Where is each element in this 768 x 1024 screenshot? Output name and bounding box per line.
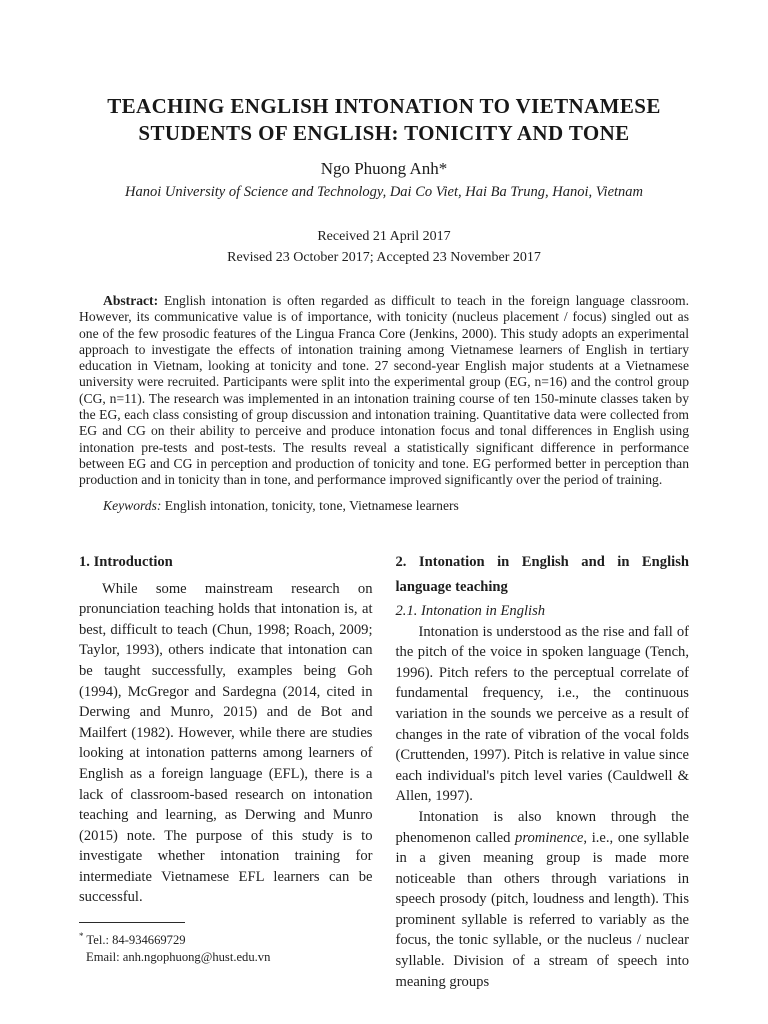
received-date: Received 21 April 2017 bbox=[317, 229, 451, 244]
abstract-text: English intonation is often regarded as difficult to teach in the foreign language classroom. However, its communicative value is of importance, with tonicity (nucleus placement / focus) singled out as one of the few prosodic features of the Lingua Franca Core (Jenkins, 2000). This study adopts an experimental approach to investigate the effects of intonation training among Vietnamese learners of English in tertiary education in Vietnam, looking at tonicity and tone. 27 second-year English major students at a Vietnamese university were recruited. Participants were split into the experimental group (EG, n=16) and the control group (CG, n=11). The research was implemented in an intonation training course of ten 150-minute classes taken by the EG, each class consisting of group discussion and intonation training. Quantitative data were collected from EG and CG on their ability to perceive and produce intonation focus and tonal differences in English using intonation pre-tests and post-tests. The results reveal a statistically significant difference in performance between EG and CG in perception and production of tonicity and tone. EG performed better in perception than production and in tonicity than in tone, and performance improved significantly over the period of training. bbox=[79, 293, 689, 488]
footnote-tel: Tel.: 84-934669729 bbox=[83, 933, 186, 948]
intonation-paragraph-2 bbox=[396, 807, 690, 992]
paper-title-line1: TEACHING ENGLISH INTONATION TO VIETNAMESE bbox=[107, 94, 661, 118]
right-column bbox=[396, 550, 690, 993]
section-1-heading: 1. Introduction bbox=[79, 553, 173, 570]
intonation-paragraph-2-pre: Intonation is also known through the phenomenon called bbox=[395, 808, 689, 846]
footnote-divider bbox=[79, 922, 185, 923]
paper-title-line2: STUDENTS OF ENGLISH: TONICITY AND TONE bbox=[138, 121, 630, 145]
intonation-paragraph-1: Intonation is understood as the rise and fall of the pitch of the voice in spoken language (Tench, 1996). Pitch refers to the perceptual correlate of fundamental frequency, i.e., the continuous variation in the sounds we perceive as a result of changes in the rate of vibration of the vocal folds (Cruttenden, 1997). Pitch is relative in value since each individual's pitch level varies (Cauldwell & Allen, 1997). bbox=[395, 623, 689, 805]
footnote-marker: * bbox=[79, 931, 84, 942]
section-2-1-subheading: 2.1. Intonation in English bbox=[395, 602, 546, 619]
revised-accepted-date: Revised 23 October 2017; Accepted 23 November 2017 bbox=[227, 250, 541, 265]
section-2-heading: 2. Intonation in English and in English language teaching bbox=[395, 553, 689, 595]
footnote-email: Email: anh.ngophuong@hust.edu.vn bbox=[86, 950, 271, 965]
footnote bbox=[79, 928, 373, 966]
two-column-body bbox=[79, 550, 689, 993]
left-column bbox=[79, 550, 373, 993]
dates-block bbox=[79, 226, 689, 268]
abstract-label: Abstract: bbox=[103, 293, 159, 308]
affiliation: Hanoi University of Science and Technology, Dai Co Viet, Hai Ba Trung, Hanoi, Vietnam bbox=[124, 184, 644, 200]
keywords-text: English intonation, tonicity, tone, Vietnamese learners bbox=[161, 497, 459, 513]
intonation-paragraph-2-post: , i.e., one syllable in a given meaning group is made more noticeable than others through variations in speech prosody (pitch, loudness and length). This prominent syllable is referred to variably as the focus, the tonic syllable, or the nucleus / nuclear syllable. Division of a stream of speech into meaning groups bbox=[395, 829, 689, 990]
keywords-label: Keywords: bbox=[103, 497, 162, 513]
paper-title bbox=[79, 93, 689, 147]
introduction-paragraph: While some mainstream research on pronunciation teaching holds that intonation is, at best, difficult to teach (Chun, 1998; Roach, 2009; Taylor, 1993), others indicate that intonation can be taught successfully, examples being Goh (1994), McGregor and Sardegna (2014, cited in Derwing and Munro, 2015) and de Bot and Mailfert (1982). However, while there are studies looking at intonation patterns among learners of English as a foreign language (EFL), there is a lack of classroom-based research on intonation teaching and learning, as Derwing and Munro (2015) note. The purpose of this study is to investigate whether intonation training for intermediate Vietnamese EFL learners can be successful. bbox=[79, 580, 373, 906]
keywords bbox=[79, 498, 689, 514]
author-name: Ngo Phuong Anh* bbox=[320, 159, 448, 178]
footnote-tel-line bbox=[79, 928, 373, 949]
prominence-italic-term: prominence bbox=[515, 829, 584, 846]
abstract bbox=[79, 293, 689, 489]
